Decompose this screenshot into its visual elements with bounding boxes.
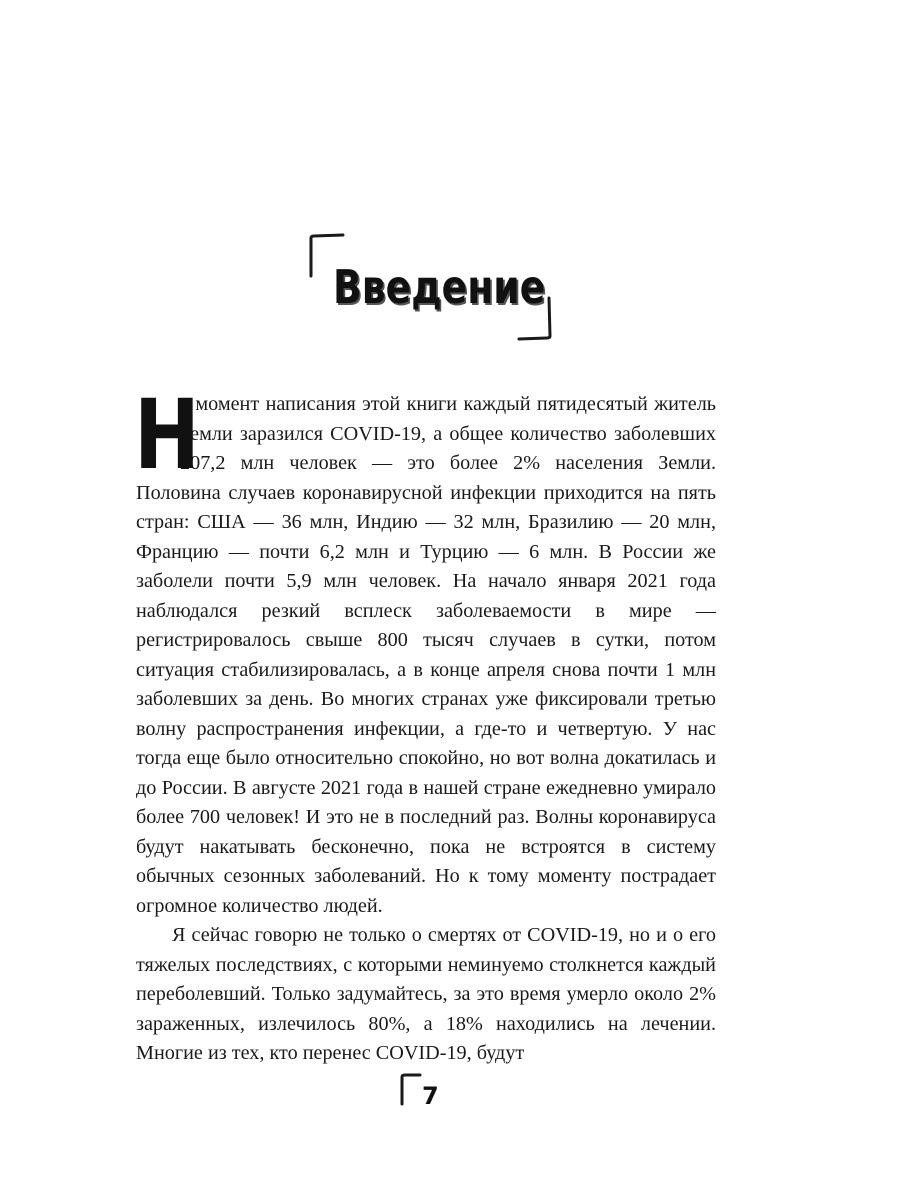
page-number-bracket-icon (398, 1072, 422, 1106)
chapter-title: Введение (333, 260, 546, 314)
paragraph-2: Я сейчас говорю не только о смертях от COVID-19, но и о его тяжелых последствиях, с которыми неминуемо столкнется каждый переболевший. Только задумайтесь, за это время умерло около 2% зараженных, излечилось 80%, а 18% находились на лечении. Многие из тех, кто перенес COVID-19, будут (136, 924, 716, 1064)
page-number-block (398, 1072, 458, 1132)
body-text (134, 379, 716, 1069)
page-number: 7 (422, 1082, 439, 1110)
paragraph-1-text: а момент написания этой книги каждый пятидесятый житель Земли заразился COVID-19, а общее количество заболевших 207,2 млн человек — это более 2% населения Земли. Половина случаев коронавирусной инфекции приходится на пять стран: США — 36 млн, Индию — 32 млн, Бразилию — 20 млн, Францию — почти 6,2 млн и Турцию — 6 млн. В России же заболели почти 5,9 млн человек. На начало января 2021 года наблюдался резкий всплеск заболеваемости в мире — регистрировалось свыше 800 тысяч случаев в сутки, потом ситуация стабилизировалась, а в конце апреля снова почти 1 млн заболевших за день. Во многих странах уже фиксировали третью волну распространения инфекции, а где-то и четвертую. У нас тогда еще было относительно спокойно, но вот волна докатилась и до России. В августе 2021 года в нашей стране ежедневно умирало более 700 человек! И это не в последний раз. Волны коронавируса будут накатывать бесконечно, пока не встроятся в систему обычных сезонных заболеваний. Но к тому моменту пострадает огромное количество людей. (136, 393, 716, 917)
drop-cap: Н (134, 379, 200, 491)
paragraph-1 (134, 379, 716, 921)
corner-bracket-bottom-right-icon (515, 294, 555, 342)
chapter-heading (305, 232, 555, 342)
